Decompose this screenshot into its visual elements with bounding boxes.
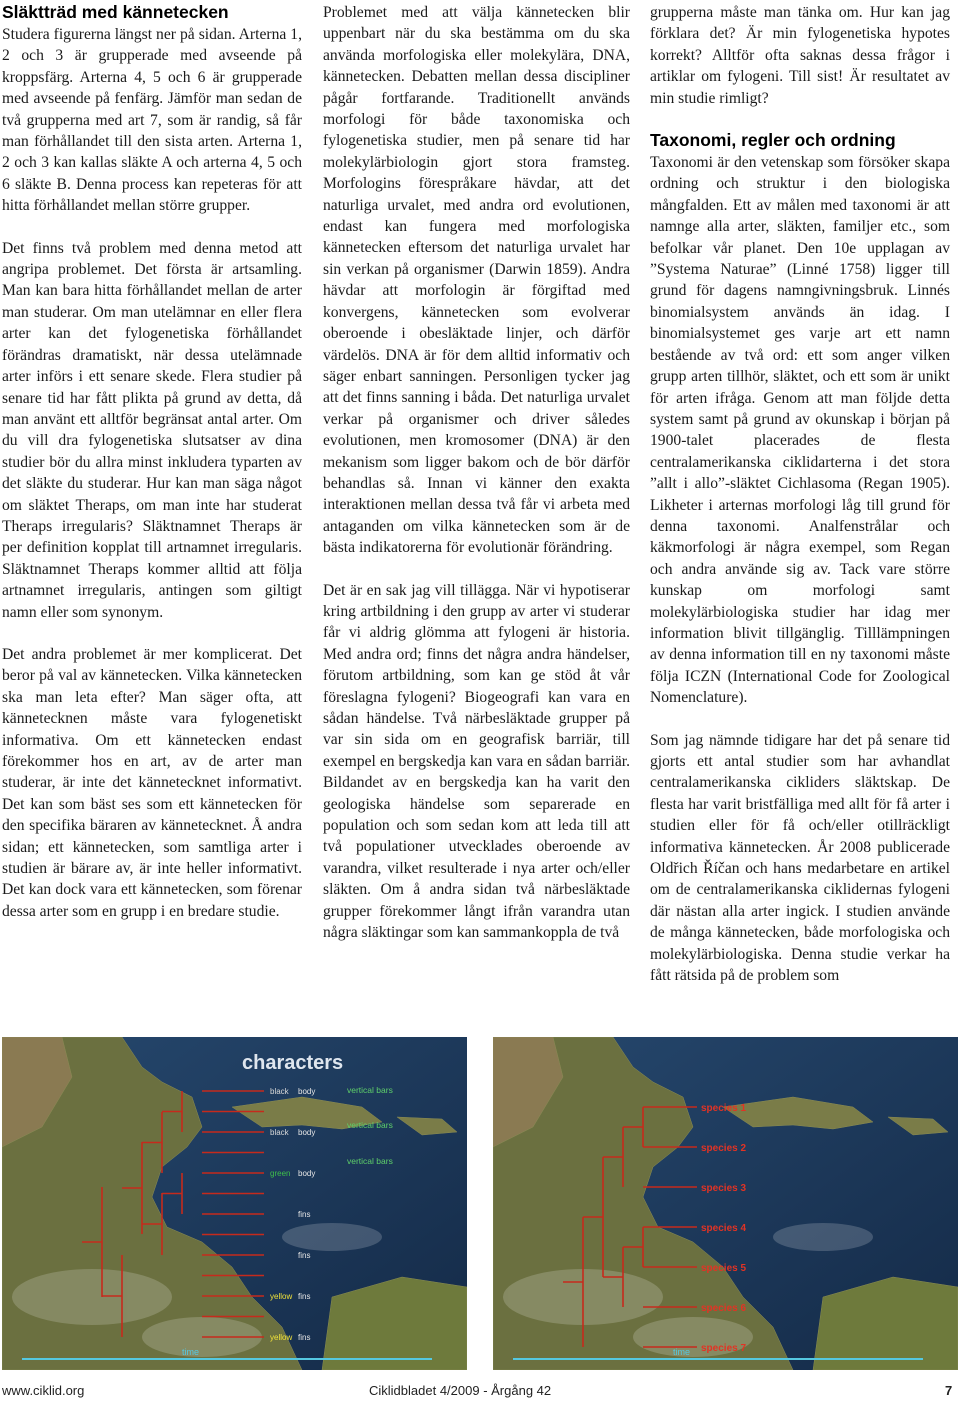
paragraph: Det andra problemet är mer komplicerat. Det beror på val av kännetecken. Vilka kännetecken ska man leta efter? Man säger ofta, att kännetecknen måste vara fylogenetiskt informativa. Om ett kännetecken endast förekommer hos en art, av de arter man studerar, är inte det kännetecknet informativt. Det kan som bäst ses som ett kännetecken för den specifika bäraren av kännetecknet. Å andra sidan; ett kännetecken, som samtliga arter i studien är bärare av, är inte heller informativt. Det kan dock vara ett kännetecken, som förenar dessa arter som en grupp i en bredare studie.: [2, 645, 302, 920]
time-axis-label: time: [182, 1347, 200, 1357]
species-label: species 4: [701, 1223, 747, 1234]
paragraph: Taxonomi är den vetenskap som försöker skapa ordning och struktur i den biologiska mångfalden. Ett av målen med taxonomi är att namnge alla arter, släkten, familjer etc., som befolkar vår planet. Den 10e upplagan av ”Systema Naturae” (Linné 1758) ligger till grund för dagens namngivningsbruk. Linnés binomialsystem används än idag. I binomialsystemet ges varje art ett namn bestående av två ord: ett som anger vilken grupp arten tillhör, släktet, och ett som är unikt för arten ifråga. Genom att man följde detta system samt på grund av okunskap i början på 1900-talet placerades de flesta centralamerikanska ciklidarterna i det stora ”allt i allo”-släktet Cichlasoma (Regan 1905). Likheter i arternas morfologi låg till grund för denna taxonomi. Analfenstrålar och käkmorfologi är några exempel, som Regan och andra använde sig av. Tack vare större kunskap om morfologi samt molekylärbiologiska studier har idag mer information blivit tillgänglig. Tilllämpningen av denna information till en ny taxonomi måste följa ICZN (International Code for Zoological Nomenclature).: [650, 154, 950, 707]
section-heading-taxonomi: Taxonomi, regler och ordning: [650, 130, 896, 151]
character-part: body: [298, 1169, 316, 1178]
character-value: green: [270, 1169, 291, 1178]
character-value: black: [270, 1087, 289, 1096]
character-row: [270, 1333, 310, 1342]
paragraph: Problemet med att välja kännetecken blir uppenbart när du ska bestämma om du ska använda morfologiska eller molekylära, DNA, kännetecken. Debatten mellan dessa discipliner pågår fortfarande. Traditionellt används morfologi för både taxonomiska och fylogenetiska studier, men på senare tid har molekylärbiologin gjort stora framsteg. Morfologins förespråkare hävdar, att det naturliga urvalet, med andra ord evolutionen, endast kan fungera med morfologiska kännetecken eftersom det naturliga urvalet har sin verkan på organismer (Darwin 1859). Andra hävdar att morfologin är förgiftad med konvergens, kännetecken som evolverar oberoende i obesläktade linjer, och därför värdelös. DNA är för dem alltid informativ och säger enbart sanningen. Personligen tycker jag att det finns sanning i båda. Det naturliga urvalet verkar på organismer och driver således evolutionen, men kromosomer (DNA) är den mekanism som ligger bakom och de bör därför behandlas så. Innan vi känner den exakta interaktionen mellan dessa två får vi arbeta med antaganden om vilka kännetecken som är de bästa indikatorerna för evolutionär förändring.: [323, 4, 630, 557]
character-value: yellow: [270, 1333, 293, 1342]
species-label: species 1: [701, 1103, 747, 1114]
figure-characters-tree: [2, 1037, 467, 1370]
paragraph: Det är en sak jag vill tillägga. När vi hypotiserar kring artbildning i den grupp av arter vi studerar får vi aldrig glömma att fylogeni är historia. Med andra ord; finns det några andra händelser, förutom artbildning, som kan ge stöd åt vår föreslagna fylogeni? Biogeografi kan vara en sådan händelse. Två närbesläktade grupper på var sin sida om en geografisk barriär, till exempel en bergskedja kan vara en sådan barriär. Bildandet av en bergskedja kan ha varit den geologiska händelse som separerade en population och som sedan kom att leda till att två populationer utvecklades oberoende av varandra, vilket resulterade i nya arter och/eller släkten. Om å andra sidan två närbesläktade grupper förekommer långt ifrån varandra utan några släktingar som kan sammankoppla de två: [323, 581, 630, 942]
species-label: species 2: [701, 1143, 747, 1154]
species-label: species 6: [701, 1303, 747, 1314]
character-row: [298, 1210, 310, 1219]
character-part: body: [298, 1087, 316, 1096]
species-label: species 7: [701, 1343, 747, 1354]
section-heading-slakttrad: Släktträd med kännetecken: [2, 2, 229, 22]
character-part: fins: [298, 1210, 311, 1219]
bar-label: vertical bars: [347, 1156, 393, 1166]
character-part: fins: [298, 1333, 311, 1342]
character-row: [298, 1251, 310, 1260]
bar-label: vertical bars: [347, 1120, 393, 1130]
column-3: [650, 2, 950, 986]
column-1: [2, 2, 302, 922]
character-part: body: [298, 1128, 316, 1137]
species-label: species 5: [701, 1263, 747, 1274]
character-row: [270, 1292, 310, 1301]
bar-label: vertical bars: [347, 1085, 393, 1095]
paragraph: Det finns två problem med denna metod att angripa problemet. Det första är artsamling. Man kan bara hitta förhållandet mellan de arter man studerar. Om man utelämnar en eller flera arter kan det fylogenetiska förhållandet förändras dramatiskt, när dessa utelämnade arter införs i ett senare skede. Flera studier på senare tid har fått plikta på grund av detta, då man använt ett alltför begränsat antal arter. Om du vill dra fylogenetiska slutsatser av dina studier bör du allra minst inkludera typarten av det släkte du studerar. Hur kan man säga något om släktet Theraps, om man inte har studerat Theraps irregularis? Släktnamnet Theraps är per definition kopplat till artnamnet irregularis. Släktnamnet Theraps kommer alltid att följa artnamnet irregularis, antingen som giltigt namn eller som synonym.: [2, 239, 302, 621]
footer-page-number: 7: [945, 1383, 953, 1398]
paragraph: Som jag nämnde tidigare har det på senare tid gjorts ett antal studier som har avhandlat centralamerikanska cikliders släktskap. De flesta har varit bristfälliga med allt för få arter i studien eller för få och/eller otillräckligt informativa kännetecken. År 2008 publicerade Oldřich Říčan och hans medarbetare en artikel om de centralamerikanska ciklidernas fylogeni där nästan alla arter ingick. I studien använde de många kännetecken, både morfologiska och molekylärbiologiska. Denna studie verkar ha fått rätsida på de problem som: [650, 731, 950, 985]
character-part: fins: [298, 1292, 311, 1301]
character-part: fins: [298, 1251, 311, 1260]
column-2: [323, 2, 630, 943]
figure-title: characters: [242, 1052, 344, 1074]
paragraph: Studera figurerna längst ner på sidan. Arterna 1, 2 och 3 är grupperade med avseende på kroppsfärg. Arterna 4, 5 och 6 är grupperade med avseende på fenfärg. Jämför man sedan de två grupperna med art 7, som är randig, så får man förhållandet till den sista arten. Arterna 1, 2 och 3 kan kallas släkte A och arterna 4, 5 och 6 släkte B. Denna process kan repeteras för att hitta förhållandet mellan större grupper.: [2, 26, 302, 215]
character-value: black: [270, 1128, 289, 1137]
paragraph: grupperna måste man tänka om. Hur kan jag förklara det? Är min fylogenetiska hypotes korrekt? Alltför ofta saknas dessa frågor i artiklar om fylogeni. Till sist! Är resultatet av min studie rimligt?: [650, 4, 950, 107]
figure-species-tree: [493, 1037, 958, 1370]
footer-issue: Ciklidbladet 4/2009 - Årgång 42: [369, 1383, 552, 1398]
footer-website: www.ciklid.org: [2, 1383, 85, 1398]
species-label: species 3: [701, 1183, 747, 1194]
time-axis-label: time: [673, 1347, 691, 1357]
character-value: yellow: [270, 1292, 293, 1301]
